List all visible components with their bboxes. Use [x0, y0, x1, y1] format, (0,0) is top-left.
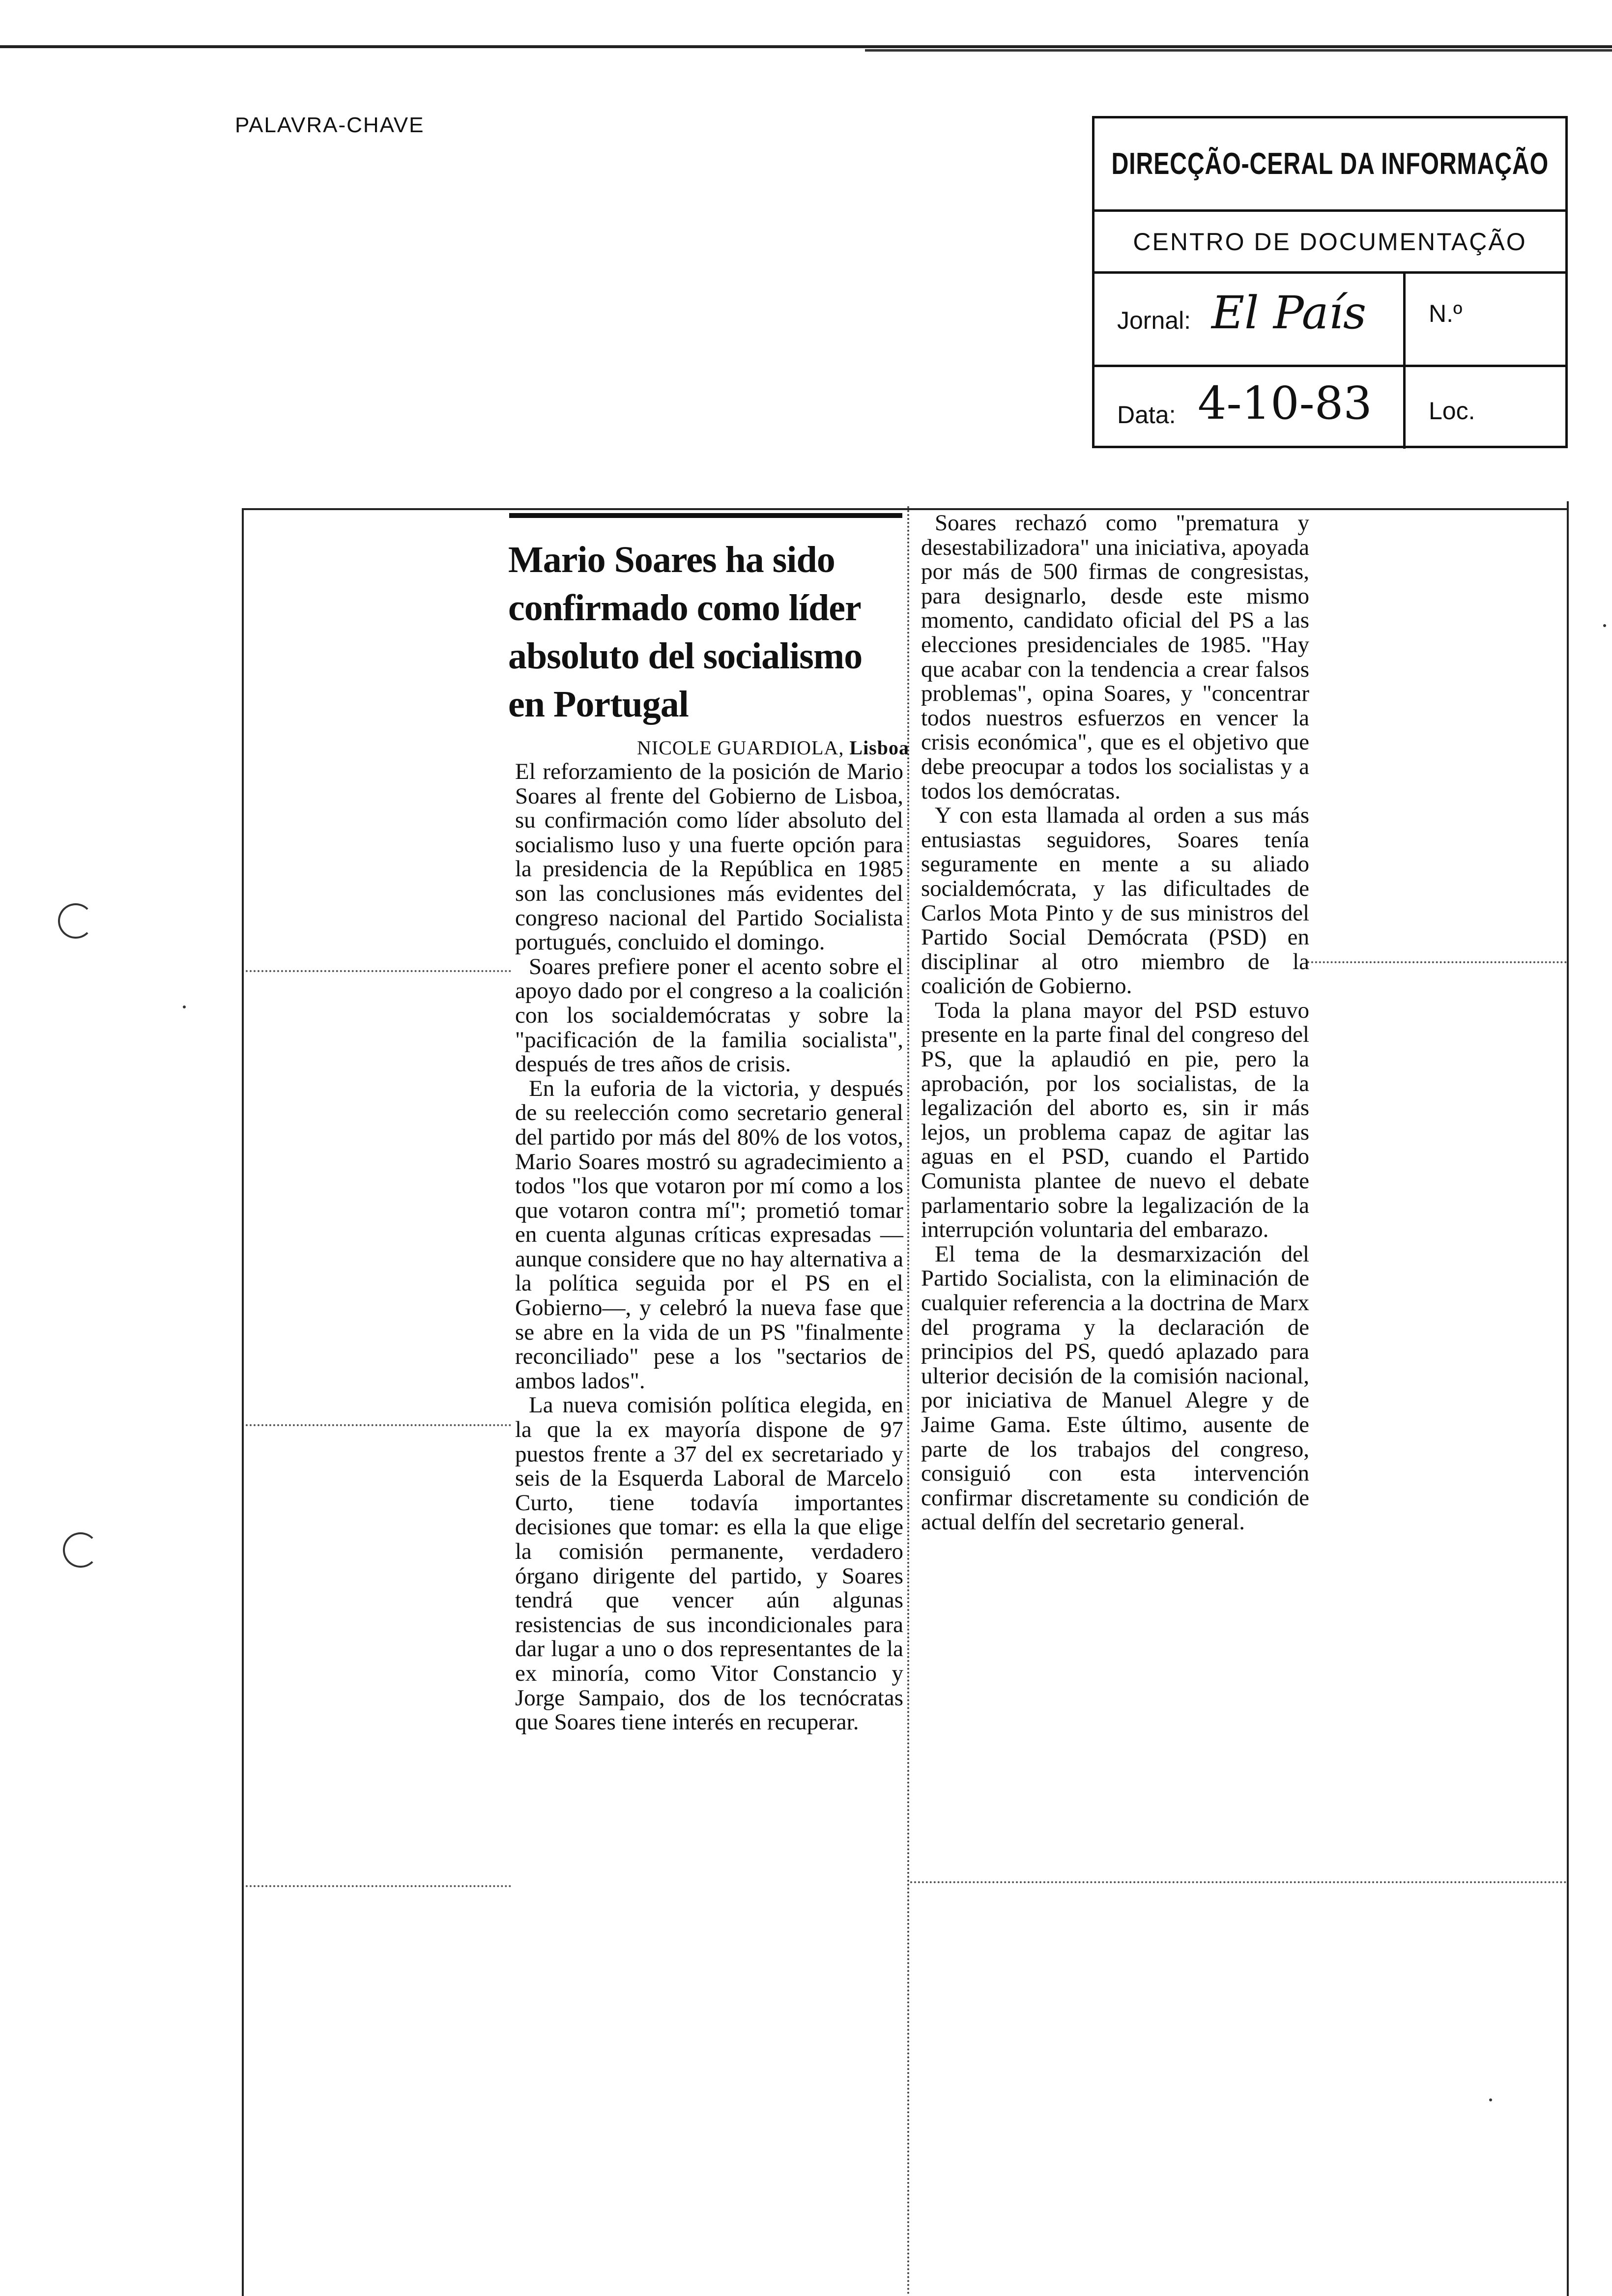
paragraph: Soares rechazó como "prematura y desestabilizadora" una iniciativa, apoyada por más de 500 firmas de congresistas, para designarlo, desde este mismo momento, candidato oficial del PS a las elecciones presidenciales de 1985. "Hay que acabar con la tendencia a crear falsos problemas", opina Soares, y "concentrar todos nuestros esfuerzos en vencer la crisis económica", que es el objetivo que debe preocupar a todos los socialistas y a todos los demócratas.: [921, 510, 1309, 804]
date-label: Data:: [1117, 401, 1176, 429]
stamp-dept: CENTRO DE DOCUMENTAÇÃO: [1133, 228, 1527, 256]
stamp-org: DIRECÇÃO-CERAL DA INFORMAÇÃO: [1111, 147, 1549, 181]
number-label: N.º: [1429, 300, 1463, 327]
paragraph: En la euforia de la victoria, y después de su reelección como secretario general del partido por más del 80% de los votos, Mario Soares mostró su agradecimiento a todos "los que votaron por mí como a los que votaron contra mí"; prometió tomar en cuenta algunas críticas expresadas —aunque considere que no hay alternativa a la política seguida por el PS en el Gobierno—, y celebró la nueva fase que se abre en la vida de un PS "finalmente reconciliado" pese a los "sectarios de ambos lados".: [515, 1075, 903, 1394]
speck: [183, 1005, 186, 1008]
keyword-label: PALAVRA-CHAVE: [235, 113, 425, 137]
byline: [546, 736, 909, 759]
fold-line: [246, 970, 511, 972]
fold-line: [910, 1881, 1567, 1883]
date-handwritten: 4-10-83: [1198, 377, 1372, 430]
top-rule: [0, 45, 1612, 48]
stamp-dept-row: [1094, 212, 1565, 274]
headline-rule: [509, 513, 902, 518]
stamp-date-row: [1094, 367, 1565, 449]
column-divider: [907, 506, 909, 2296]
journal-handwritten: El País: [1211, 287, 1367, 339]
article-headline: Mario Soares ha sido confirmado como líder absoluto del socialismo en Portugal: [508, 539, 863, 725]
speck: [1489, 2098, 1492, 2101]
fold-line: [246, 1424, 511, 1426]
clipping-frame-top: [242, 508, 1569, 510]
paragraph: El tema de la desmarxización del Partido Socialista, con la eliminación de cualquier referencia a la doctrina de Marx del programa y la declaración de principios del PS, quedó aplazado para ulterior decisión de la comisión nacional, por iniciativa de Manuel Alegre y de Jaime Gama. Este último, ausente de parte de los trabajos del congreso, consiguió con esta intervención confirmar discretamente su condición de actual delfín del secretario general.: [921, 1241, 1309, 1535]
clipping-frame-left: [242, 508, 244, 2296]
stamp-journal-row: [1094, 274, 1565, 367]
speck: [1603, 624, 1606, 627]
fold-line: [246, 1885, 511, 1887]
paragraph: El reforzamiento de la posición de Mario Soares al frente del Gobierno de Lisboa, su confirmación como líder absoluto del socialismo luso y una fuerte opción para la presidencia de la República en 1985 son las conclusiones más evidentes del congreso nacional del Partido Socialista portugués, concluido el domingo.: [515, 759, 903, 955]
paragraph: Y con esta llamada al orden a sus más entusiastas seguidores, Soares tenía seguramente en mente a su aliado socialdemócrata, y las dificultades de Carlos Mota Pinto y de sus ministros del Partido Social Demócrata (PSD) en disciplinar al otro miembro de la coalición de Gobierno.: [921, 803, 1309, 999]
journal-label: Jornal:: [1117, 307, 1191, 334]
loc-label: Loc.: [1429, 397, 1475, 425]
stamp-divider: [1403, 274, 1406, 449]
article-column-2: [921, 511, 1309, 1535]
fold-line: [1307, 961, 1567, 963]
punch-hole-mark: [58, 903, 93, 939]
punch-hole-mark: [63, 1532, 98, 1568]
article-column-1: [515, 760, 903, 1735]
byline-place: Lisboa: [849, 737, 909, 759]
paragraph: La nueva comisión política elegida, en la que la ex mayoría dispone de 97 puestos frente a 37 del ex secretariado y seis de la Esquerda Laboral de Marcelo Curto, tiene todavía importantes decisiones que tomar: es ella la que elige la comisión permanente, verdadero órgano dirigente del partido, y Soares tendrá que vencer aún algunas resistencias de sus incondicionales para dar lugar a uno o dos representantes de la ex minoría, como Vitor Constancio y Jorge Sampaio, dos de los tecnócratas que Soares tiene interés en recuperar.: [515, 1392, 903, 1735]
documentation-stamp: [1092, 116, 1568, 448]
clipping-frame-right: [1567, 501, 1569, 2296]
top-rule-right: [865, 49, 1612, 52]
stamp-org-row: [1094, 118, 1565, 212]
paragraph: Toda la plana mayor del PSD estuvo presente en la parte final del congreso del PS, que la aplaudió en pie, pero la aprobación, por los socialistas, de la legalización del aborto es, sin ir más lejos, un problema capaz de agitar las aguas en el PSD, cuando el Partido Comunista plantee de nuevo el debate parlamentario sobre la legalización de la interrupción voluntaria del embarazo.: [921, 997, 1309, 1243]
paragraph: Soares prefiere poner el acento sobre el apoyo dado por el congreso a la coalición con los socialdemócratas y sobre la "pacificación de la familia socialista", después de tres años de crisis.: [515, 953, 903, 1077]
byline-author: NICOLE GUARDIOLA,: [636, 737, 844, 759]
